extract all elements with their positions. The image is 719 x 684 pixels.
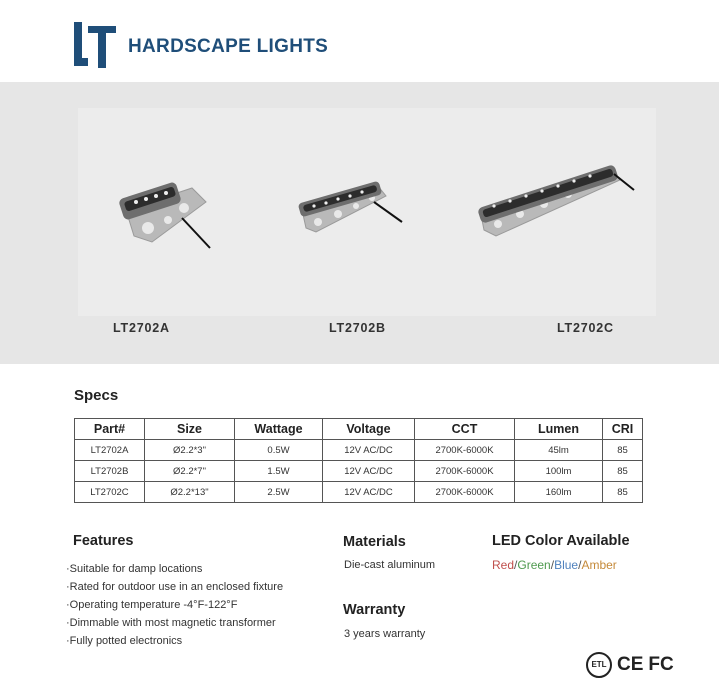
led-color-red: Red bbox=[492, 558, 515, 572]
table-row bbox=[75, 482, 643, 503]
separator: / bbox=[514, 558, 518, 572]
column-header: Size bbox=[145, 419, 235, 440]
led-color-green: Green bbox=[517, 558, 551, 572]
led-color-blue: Blue bbox=[554, 558, 579, 572]
features-heading: Features bbox=[73, 533, 134, 549]
certification-marks bbox=[586, 652, 679, 678]
brand-logo bbox=[72, 20, 118, 70]
table-cell: 12V AC/DC bbox=[323, 440, 415, 461]
warranty-heading: Warranty bbox=[343, 602, 406, 618]
column-header: CRI bbox=[603, 419, 643, 440]
product-label-lt2702a: LT2702A bbox=[113, 321, 170, 335]
page-title: HARDSCAPE LIGHTS bbox=[128, 36, 329, 57]
table-cell: 100lm bbox=[515, 461, 603, 482]
specs-heading: Specs bbox=[74, 387, 119, 404]
table-row bbox=[75, 440, 643, 461]
ce-mark: CE bbox=[617, 654, 644, 676]
table-row bbox=[75, 461, 643, 482]
column-header: Wattage bbox=[235, 419, 323, 440]
table-cell: 85 bbox=[603, 461, 643, 482]
table-cell: 2700K-6000K bbox=[415, 440, 515, 461]
table-cell: 12V AC/DC bbox=[323, 461, 415, 482]
led-color-amber: Amber bbox=[581, 558, 617, 572]
product-image-lt2702a bbox=[112, 172, 218, 252]
list-item: ·Fully potted electronics bbox=[66, 635, 183, 647]
column-header: Voltage bbox=[323, 419, 415, 440]
table-cell: LT2702A bbox=[75, 440, 145, 461]
table-cell: 2700K-6000K bbox=[415, 461, 515, 482]
table-cell: 12V AC/DC bbox=[323, 482, 415, 503]
table-cell: Ø2.2*7" bbox=[145, 461, 235, 482]
list-item: ·Suitable for damp locations bbox=[66, 563, 203, 575]
column-header: Lumen bbox=[515, 419, 603, 440]
table-cell: LT2702C bbox=[75, 482, 145, 503]
column-header: Part# bbox=[75, 419, 145, 440]
led-color-list bbox=[492, 558, 617, 572]
product-image-lt2702b bbox=[294, 178, 406, 246]
table-cell: 85 bbox=[603, 440, 643, 461]
table-cell: 85 bbox=[603, 482, 643, 503]
warranty-value: 3 years warranty bbox=[344, 628, 426, 640]
header bbox=[0, 0, 719, 82]
list-item: ·Operating temperature -4°F-122°F bbox=[66, 599, 238, 611]
table-cell: 0.5W bbox=[235, 440, 323, 461]
table-header-row bbox=[75, 419, 643, 440]
table-cell: Ø2.2*13" bbox=[145, 482, 235, 503]
specs-table bbox=[74, 418, 643, 503]
separator: / bbox=[550, 558, 555, 572]
table-cell: 1.5W bbox=[235, 461, 323, 482]
product-label-lt2702c: LT2702C bbox=[557, 321, 614, 335]
table-cell: LT2702B bbox=[75, 461, 145, 482]
fc-mark: FC bbox=[648, 654, 674, 676]
table-cell: 160lm bbox=[515, 482, 603, 503]
column-header: CCT bbox=[415, 419, 515, 440]
materials-value: Die-cast aluminum bbox=[344, 559, 436, 571]
list-item: ·Rated for outdoor use in an enclosed fixture bbox=[66, 581, 284, 593]
table-cell: Ø2.2*3" bbox=[145, 440, 235, 461]
features-list bbox=[66, 560, 283, 650]
separator: / bbox=[578, 558, 582, 572]
etl-logo-icon: ETL bbox=[586, 652, 612, 678]
led-color-heading: LED Color Available bbox=[492, 533, 630, 549]
list-item: ·Dimmable with most magnetic transformer bbox=[66, 617, 276, 629]
product-label-lt2702b: LT2702B bbox=[329, 321, 386, 335]
table-cell: 2.5W bbox=[235, 482, 323, 503]
product-image-lt2702c bbox=[474, 156, 636, 244]
materials-heading: Materials bbox=[343, 534, 406, 550]
table-cell: 45lm bbox=[515, 440, 603, 461]
table-cell: 2700K-6000K bbox=[415, 482, 515, 503]
